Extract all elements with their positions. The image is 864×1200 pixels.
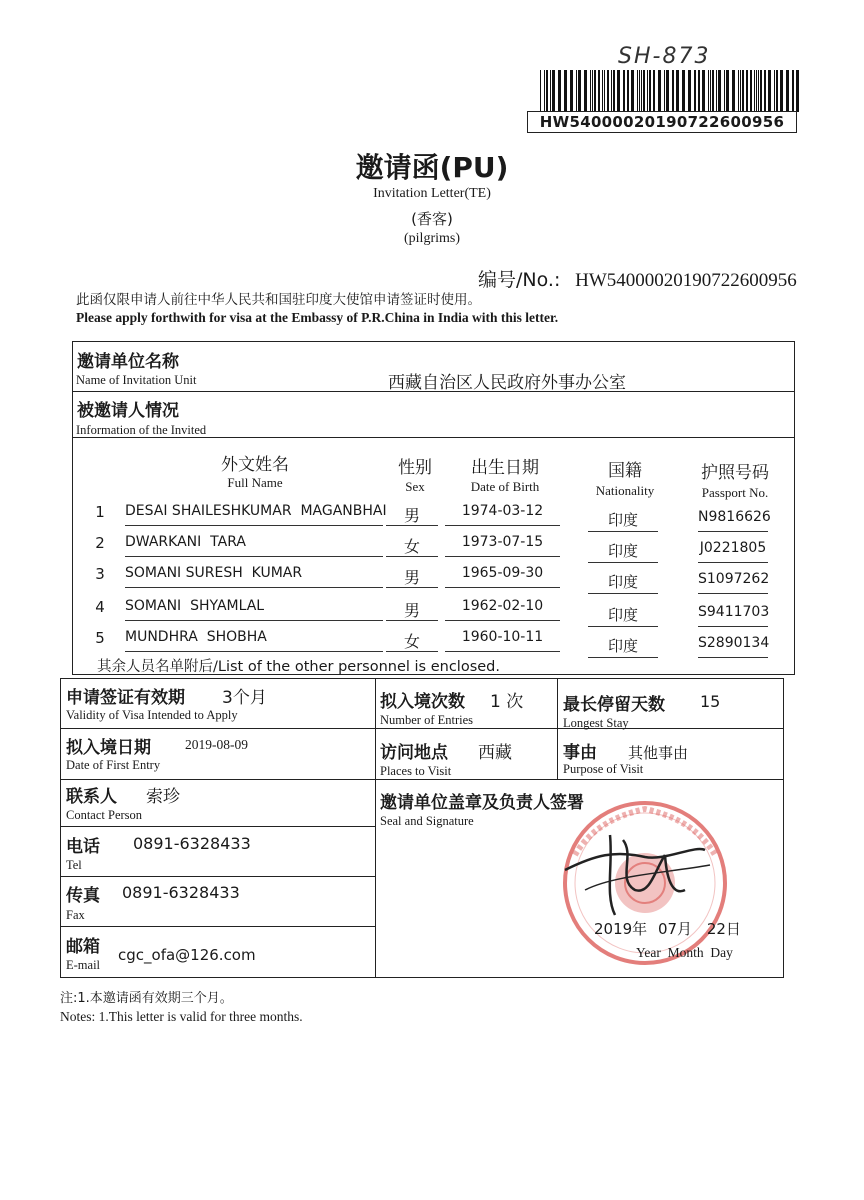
row-dob: 1960-10-11	[461, 629, 544, 645]
barcode-bar	[658, 70, 661, 112]
letter-number	[478, 265, 797, 292]
barcode-bars	[540, 70, 800, 112]
barcode-bar	[544, 70, 545, 112]
barcode-bar	[649, 70, 651, 112]
barcode-bar	[666, 70, 669, 112]
row-sex: 女	[403, 537, 420, 556]
notes-cn: 注:1.本邀请函有效期三个月。	[60, 991, 233, 1006]
unit-value: 西藏自治区人民政府外事办公室	[388, 373, 626, 393]
barcode-bar	[740, 70, 741, 112]
barcode-bar	[576, 70, 577, 112]
purpose-label-en: Purpose of Visit	[563, 762, 644, 776]
invited-label-en: Information of the Invited	[76, 423, 207, 437]
row-dob: 1974-03-12	[461, 503, 544, 519]
unit-label-en: Name of Invitation Unit	[76, 373, 197, 387]
places-value: 西藏	[478, 743, 512, 763]
row-underline	[588, 626, 658, 627]
barcode-bar	[718, 70, 721, 112]
seal-year: 2019年	[594, 920, 648, 938]
header-passport-cn: 护照号码	[701, 463, 769, 483]
row-full-name: DWARKANI TARA	[125, 534, 246, 550]
seal-month: 07月	[657, 920, 693, 938]
row-underline	[445, 556, 560, 557]
barcode-bar	[726, 70, 729, 112]
row-underline	[125, 556, 383, 557]
barcode-bar	[540, 70, 541, 112]
barcode-bar	[607, 70, 609, 112]
row-nationality: 印度	[607, 573, 638, 591]
row-sex: 女	[403, 632, 420, 651]
other-personnel-note: 其余人员名单附后/List of the other personnel is enclosed.	[97, 659, 500, 675]
purpose-value: 其他事由	[628, 744, 689, 762]
barcode-bar	[708, 70, 709, 112]
header-name-cn: 外文姓名	[221, 455, 289, 475]
email-label-en: E-mail	[66, 958, 101, 972]
header-dob-cn: 出生日期	[471, 458, 539, 478]
pilgrims-label-cn: (香客)	[411, 210, 453, 228]
row-underline	[698, 657, 768, 658]
row-passport: S2890134	[698, 635, 770, 651]
row-passport: N9816626	[698, 509, 771, 525]
tel-label-en: Tel	[66, 858, 82, 872]
notes-en: Notes: 1.This letter is valid for three months.	[60, 1009, 303, 1024]
row-number: 3	[95, 565, 105, 583]
barcode-bar	[564, 70, 567, 112]
seal-day: 22日	[706, 920, 741, 938]
row-number: 5	[95, 629, 105, 647]
row-sex: 男	[403, 568, 420, 587]
purpose-label-cn: 事由	[563, 743, 597, 763]
barcode-bar	[590, 70, 591, 112]
barcode-bar	[698, 70, 700, 112]
barcode-bar	[774, 70, 775, 112]
barcode-bar	[710, 70, 711, 112]
seal-date-en: Year Month Day	[636, 945, 733, 960]
barcode-bar	[623, 70, 625, 112]
barcode-bar	[776, 70, 778, 112]
intro-cn: 此函仅限申请人前往中华人民共和国驻印度大使馆申请签证时使用。	[76, 292, 481, 308]
header-sex-en: Sex	[405, 479, 425, 494]
validity-label-cn: 申请签证有效期	[66, 688, 185, 708]
intro-en: Please apply forthwith for visa at the Embassy of P.R.China in India with this letter.	[76, 310, 559, 325]
fax-label-cn: 传真	[66, 886, 100, 906]
barcode-bar	[550, 70, 551, 112]
pilgrims-label-en: (pilgrims)	[404, 231, 460, 246]
row-underline	[386, 556, 438, 557]
barcode-bar	[756, 70, 757, 112]
entries-label-cn: 拟入境次数	[380, 692, 465, 712]
seal-label-cn: 邀请单位盖章及负责人签署	[380, 793, 584, 813]
row-full-name: SOMANI SHYAMLAL	[125, 598, 265, 614]
barcode-bar	[764, 70, 766, 112]
row-full-name: DESAI SHAILESHKUMAR MAGANBHAI	[125, 503, 387, 519]
fax-value: 0891-6328433	[122, 883, 240, 902]
barcode-bar	[578, 70, 581, 112]
row-dob: 1965-09-30	[461, 565, 544, 581]
barcode-bar	[598, 70, 600, 112]
barcode-bar	[639, 70, 640, 112]
row-dob: 1962-02-10	[461, 598, 544, 614]
barcode-bar	[746, 70, 748, 112]
contact-label-cn: 联系人	[66, 787, 117, 807]
barcode-bar	[664, 70, 665, 112]
barcode-bar	[631, 70, 634, 112]
tel-value: 0891-6328433	[133, 834, 251, 853]
barcode-bar	[570, 70, 573, 112]
page-title: 邀请函(PU)	[355, 151, 509, 184]
row-underline	[386, 620, 438, 621]
row-underline	[125, 525, 383, 526]
barcode-bar	[611, 70, 612, 112]
stay-value: 15	[700, 692, 721, 711]
row-number: 1	[95, 503, 105, 521]
contact-value: 索珍	[146, 787, 180, 807]
barcode-bar	[647, 70, 648, 112]
barcode-bar	[676, 70, 679, 112]
row-passport: S9411703	[698, 604, 770, 620]
row-dob: 1973-07-15	[461, 534, 544, 550]
barcode-bar	[732, 70, 735, 112]
row-underline	[588, 657, 658, 658]
row-underline	[386, 587, 438, 588]
barcode-bar	[712, 70, 714, 112]
barcode-bar	[613, 70, 615, 112]
row-underline	[445, 525, 560, 526]
barcode-bar	[594, 70, 596, 112]
barcode-bar	[653, 70, 655, 112]
handwritten-reference: SH-873	[618, 44, 711, 69]
row-underline	[445, 620, 560, 621]
row-passport: J0221805	[699, 540, 767, 556]
header-name-en: Full Name	[227, 475, 283, 490]
barcode-bar	[602, 70, 603, 112]
letter-number-value: HW54000020190722600956	[575, 270, 797, 291]
row-underline	[588, 562, 658, 563]
barcode-bar	[780, 70, 783, 112]
barcode-bar	[617, 70, 620, 112]
stay-label-en: Longest Stay	[563, 716, 629, 730]
places-label-cn: 访问地点	[380, 743, 448, 763]
places-label-en: Places to Visit	[380, 764, 452, 778]
tel-label-cn: 电话	[66, 837, 100, 857]
email-value: cgc_ofa@126.com	[118, 946, 256, 964]
barcode-bar	[694, 70, 696, 112]
row-underline	[445, 651, 560, 652]
email-label-cn: 邮箱	[66, 937, 100, 957]
entries-label-en: Number of Entries	[380, 713, 474, 727]
header-nat-cn: 国籍	[608, 461, 642, 481]
row-underline	[125, 651, 383, 652]
barcode-bar	[792, 70, 794, 112]
barcode-bar	[552, 70, 555, 112]
barcode-bar	[641, 70, 642, 112]
barcode-bar	[768, 70, 771, 112]
letter-number-label: 编号/No.:	[478, 269, 561, 291]
validity-label-en: Validity of Visa Intended to Apply	[66, 708, 238, 722]
barcode-bar	[760, 70, 762, 112]
row-passport: S1097262	[698, 571, 770, 587]
barcode-bar	[742, 70, 744, 112]
row-underline	[386, 651, 438, 652]
row-underline	[386, 525, 438, 526]
barcode-bar	[682, 70, 685, 112]
header-passport-en: Passport No.	[701, 485, 769, 500]
barcode-bar	[738, 70, 739, 112]
barcode-number-box	[527, 111, 797, 133]
invited-label-cn: 被邀请人情况	[77, 401, 179, 421]
barcode-bar	[750, 70, 752, 112]
barcode-bar	[627, 70, 629, 112]
validity-value: 3个月	[222, 688, 267, 708]
row-nationality: 印度	[607, 637, 638, 655]
barcode-bar	[688, 70, 691, 112]
first-entry-label-en: Date of First Entry	[66, 758, 161, 772]
barcode-bar	[758, 70, 759, 112]
row-underline	[698, 626, 768, 627]
stay-label-cn: 最长停留天数	[563, 695, 665, 715]
unit-label-cn: 邀请单位名称	[77, 352, 179, 372]
header-sex-cn: 性别	[398, 458, 432, 478]
barcode-number: HW54000020190722600956	[539, 113, 785, 131]
row-underline	[445, 587, 560, 588]
barcode-bar	[786, 70, 789, 112]
row-full-name: SOMANI SURESH KUMAR	[125, 565, 303, 581]
row-underline	[698, 531, 768, 532]
barcode-bar	[558, 70, 561, 112]
barcode-bar	[604, 70, 605, 112]
barcode-bar	[672, 70, 674, 112]
row-full-name: MUNDHRA SHOBHA	[125, 629, 267, 645]
row-underline	[588, 531, 658, 532]
header-dob-en: Date of Birth	[470, 479, 540, 494]
barcode-bar	[637, 70, 638, 112]
row-sex: 男	[403, 601, 420, 620]
row-underline	[125, 587, 383, 588]
barcode-bar	[584, 70, 587, 112]
header-nat-en: Nationality	[595, 483, 655, 498]
row-number: 2	[95, 534, 105, 552]
barcode-bar	[724, 70, 725, 112]
barcode-bar	[716, 70, 717, 112]
row-underline	[588, 593, 658, 594]
entries-value: 1 次	[490, 692, 524, 712]
seal-label-en: Seal and Signature	[380, 814, 474, 828]
barcode-bar	[754, 70, 755, 112]
contact-label-en: Contact Person	[66, 808, 143, 822]
row-underline	[698, 562, 768, 563]
row-sex: 男	[403, 506, 420, 525]
barcode-bar	[643, 70, 645, 112]
barcode-bar	[702, 70, 705, 112]
row-nationality: 印度	[607, 511, 638, 529]
barcode-bar	[592, 70, 593, 112]
row-underline	[698, 593, 768, 594]
row-nationality: 印度	[607, 542, 638, 560]
row-underline	[125, 620, 383, 621]
row-number: 4	[95, 598, 105, 616]
first-entry-label-cn: 拟入境日期	[66, 738, 151, 758]
fax-label-en: Fax	[66, 908, 85, 922]
barcode-bar	[546, 70, 548, 112]
seal-date	[594, 918, 741, 939]
page-subtitle-en: Invitation Letter(TE)	[373, 186, 491, 201]
barcode-bar	[796, 70, 799, 112]
barcode	[540, 70, 800, 112]
row-nationality: 印度	[607, 606, 638, 624]
first-entry-value: 2019-08-09	[185, 737, 248, 752]
